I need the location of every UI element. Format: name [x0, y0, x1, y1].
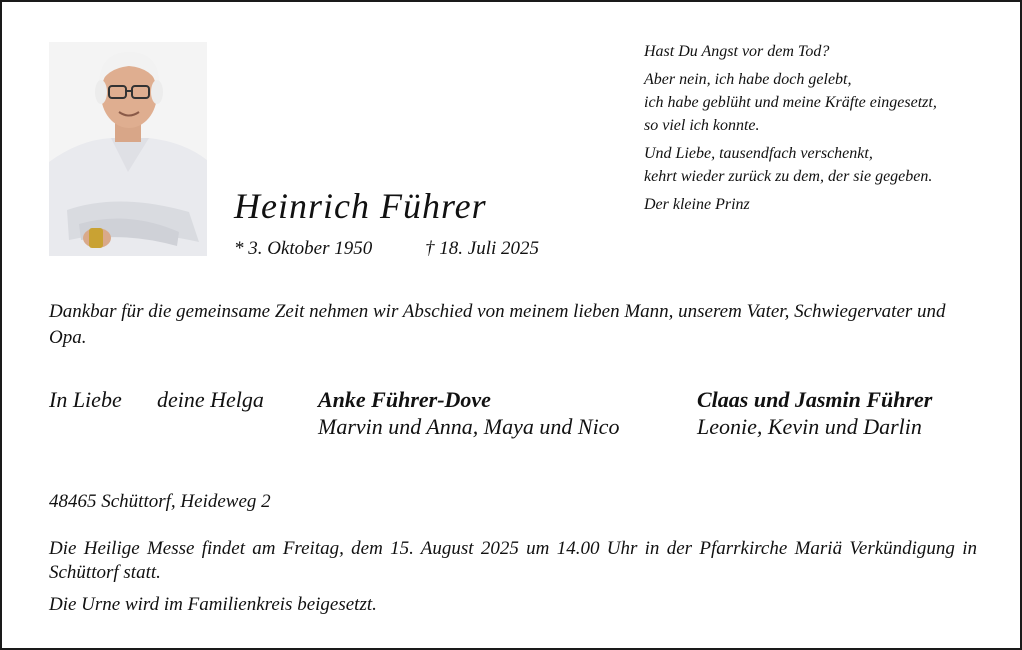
poem-line: Der kleine Prinz: [644, 196, 750, 213]
burial-note: Die Urne wird im Familienkreis beigesetzt.: [49, 594, 377, 615]
in-liebe-label: In Liebe: [49, 387, 122, 412]
poem-line: Hast Du Angst vor dem Tod?: [644, 43, 830, 60]
poem-line: ich habe geblüht und meine Kräfte eingesetzt,: [644, 94, 937, 111]
child2-name: Claas und Jasmin Führer: [697, 387, 933, 412]
poem-line: so viel ich konnte.: [644, 117, 760, 134]
death-date: † 18. Juli 2025: [425, 238, 540, 259]
child2-block: [697, 386, 932, 440]
birth-date: * 3. Oktober 1950: [234, 238, 373, 259]
poem-attribution: [644, 193, 1004, 216]
child2-family: Leonie, Kevin und Darlin: [697, 414, 922, 439]
poem-stanza: [644, 142, 1004, 188]
portrait-illustration: [49, 42, 207, 256]
child1-block: [318, 386, 619, 440]
poem: [644, 40, 1004, 221]
wife-name: deine Helga: [157, 387, 264, 412]
life-dates: [234, 238, 539, 260]
poem-line: Aber nein, ich habe doch gelebt,: [644, 71, 852, 88]
address: 48465 Schüttorf, Heideweg 2: [49, 491, 271, 512]
poem-line: kehrt wieder zurück zu dem, der sie gegeben.: [644, 168, 933, 185]
child1-name: Anke Führer-Dove: [318, 387, 491, 412]
mass-announcement: Die Heilige Messe findet am Freitag, dem 15. August 2025 um 14.00 Uhr in der Pfarrkirche Mariä Verkündigung in Schüttorf statt.: [49, 538, 977, 583]
poem-stanza: [644, 68, 1004, 137]
poem-line: Und Liebe, tausendfach verschenkt,: [644, 145, 873, 162]
intro-text: Dankbar für die gemeinsame Zeit nehmen wir Abschied von meinem lieben Mann, unserem Vater, Schwiegervater und Opa.: [49, 301, 946, 348]
poem-stanza: [644, 40, 1004, 63]
deceased-name: Heinrich Führer: [234, 186, 487, 226]
portrait-photo: [49, 42, 207, 256]
child1-family: Marvin und Anna, Maya und Nico: [318, 414, 620, 439]
